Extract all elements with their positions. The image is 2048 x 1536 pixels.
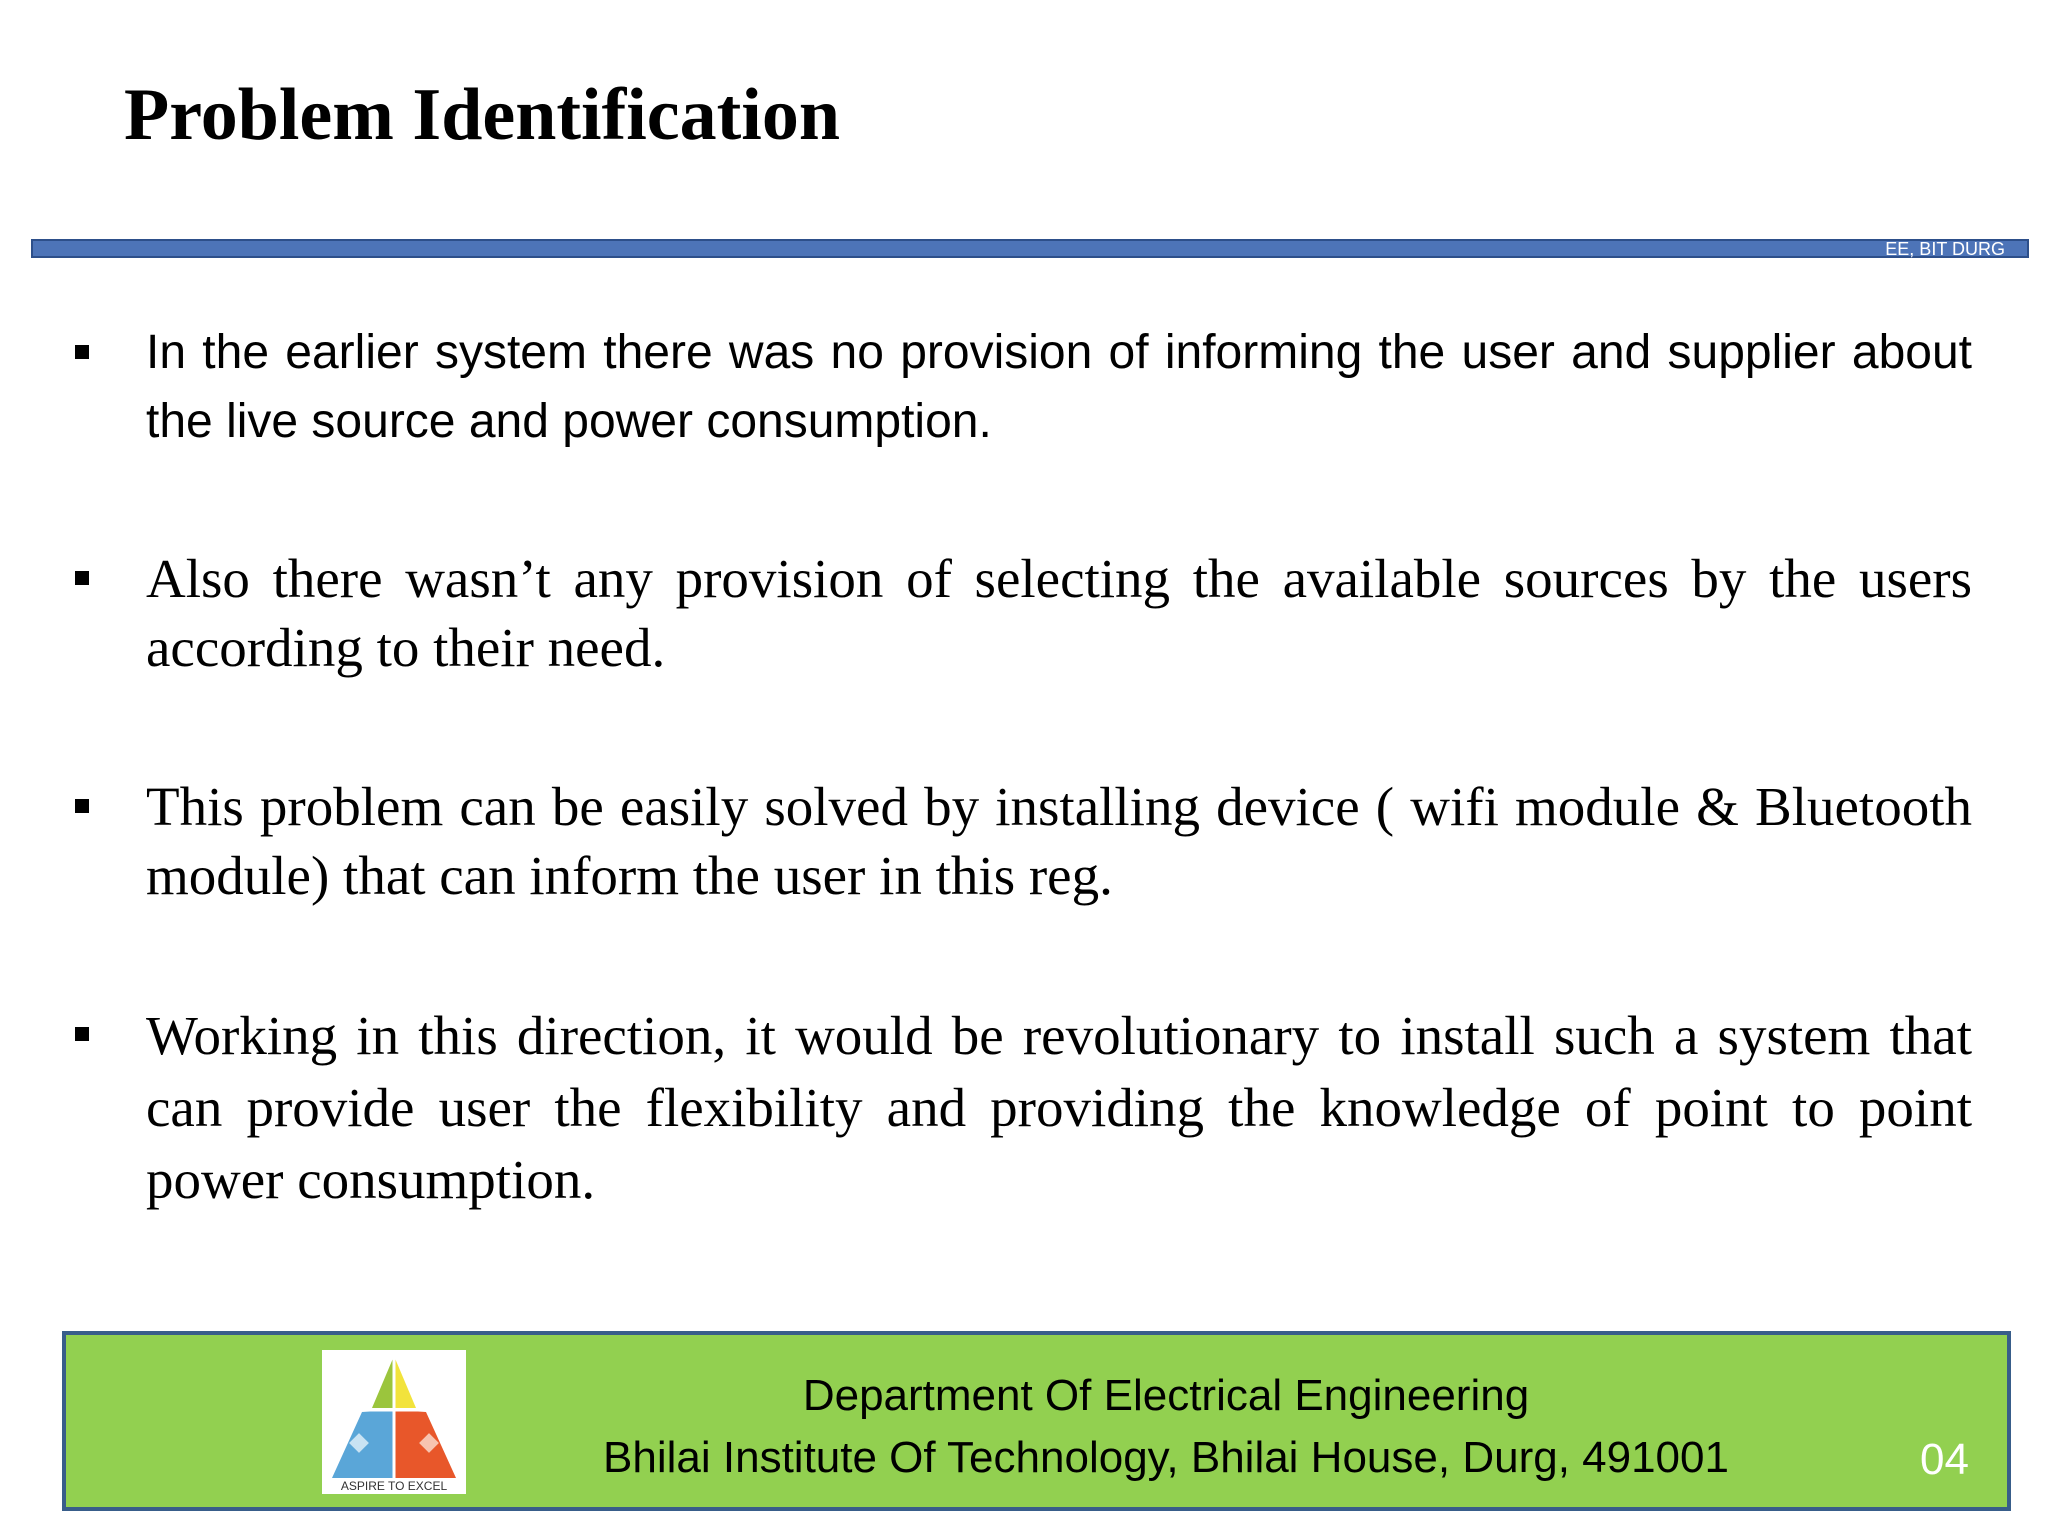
bullet-text-3: This problem can be easily solved by installing device ( wifi module & Bluetooth module) that can inform the user in this reg. [146,776,1972,906]
bullet-marker [75,571,89,585]
institute-logo [322,1350,466,1494]
department-name: Department Of Electrical Engineering [802,1371,1530,1420]
page-number: 04 [1920,1435,1969,1484]
bullet-text-1: In the earlier system there was no provision of informing the user and supplier about the live source and power consumption. [146,326,1972,448]
header-rule [31,239,2029,258]
bullet-marker [75,345,89,359]
footer-banner [62,1331,2011,1511]
bullet-marker [75,1027,89,1041]
bullet-text-2: Also there wasn’t any provision of selecting the available sources by the users according to their need. [146,548,1972,678]
header-tag: EE, BIT DURG [1885,239,2005,259]
institute-address: Bhilai Institute Of Technology, Bhilai House, Durg, 491001 [603,1433,1729,1482]
logo-motto: ASPIRE TO EXCEL [340,1479,448,1493]
bullet-text-4: Working in this direction, it would be revolutionary to install such a system that can provide user the flexibility and providing the knowledge of point to point power consumption. [146,1005,1972,1210]
bullet-marker [75,799,89,813]
slide-title: Problem Identification [124,74,840,156]
